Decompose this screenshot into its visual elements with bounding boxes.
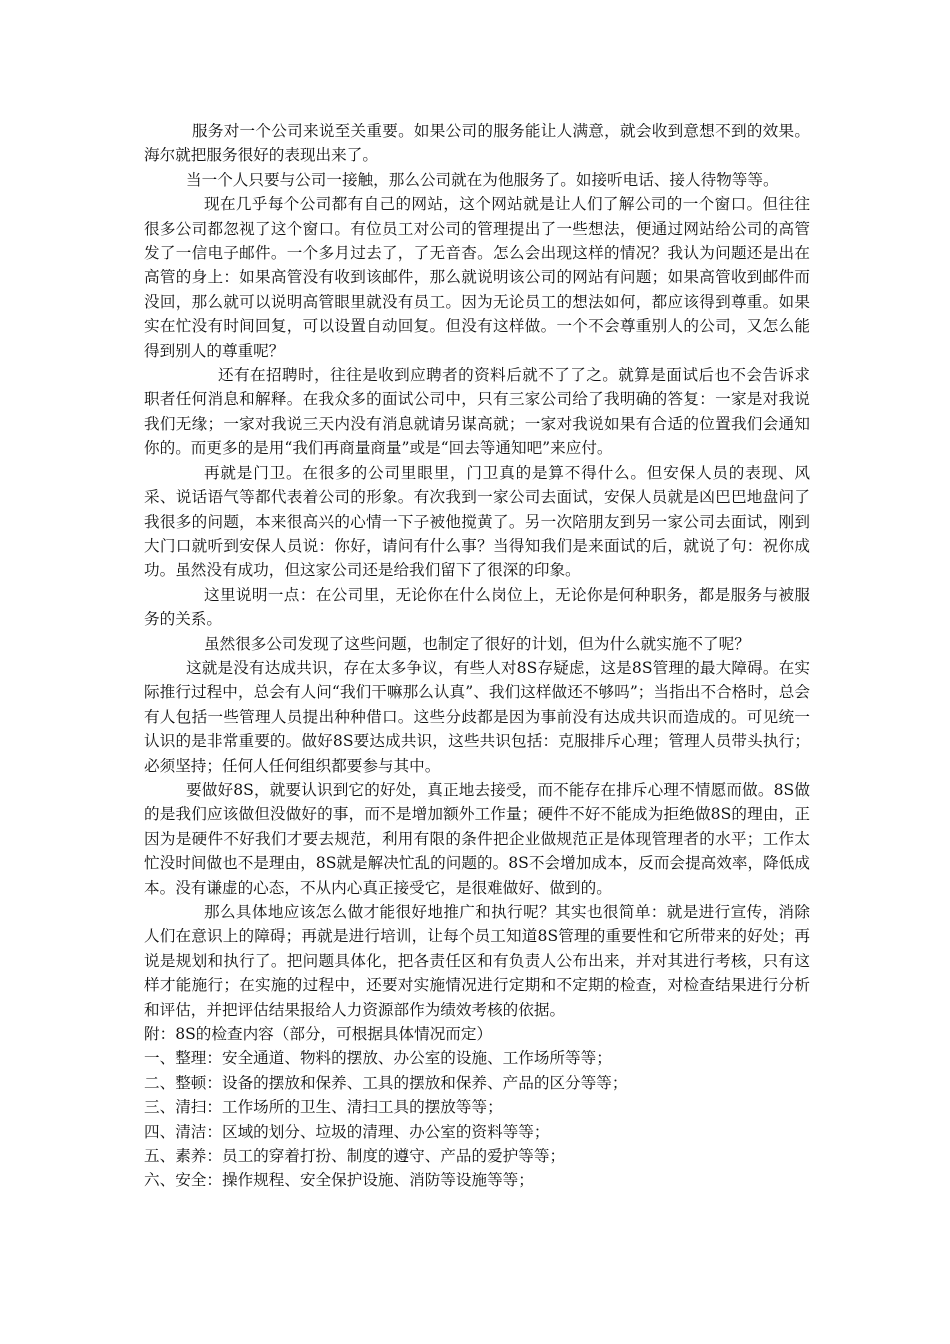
paragraph-service-importance: 服务对一个公司来说至关重要。如果公司的服务能让人满意，就会收到意想不到的效果。海尔就把服务很好的表现出来了。 (144, 122, 810, 165)
appendix-item-safety: 六、安全：操作规程、安全保护设施、消防等设施等等； (144, 1171, 534, 1190)
paragraph-service-relation: 这里说明一点：在公司里，无论你在什么岗位上，无论你是何种职务，都是服务与被服务的关系。 (144, 585, 810, 629)
paragraph-guard: 再就是门卫。在很多的公司里眼里，门卫真的是算不得什么。但安保人员的表现、风采、说话语气等都代表着公司的形象。有次我到一家公司去面试，安保人员就是凶巴巴地盘问了我很多的问题，本来很高兴的心情一下子被他搅黄了。另一次陪朋友到另一家公司去面试，刚到大门口就听到安保人员说：你好，请问有什么事？当得知我们是来面试的后，就说了句：祝你成功。虽然没有成功，但这家公司还是给我们留下了很深的印象。 (144, 463, 810, 580)
paragraph-question: 虽然很多公司发现了这些问题，也制定了很好的计划，但为什么就实施不了呢？ (204, 634, 750, 653)
paragraph-website: 现在几乎每个公司都有自己的网站，这个网站就是让人们了解公司的一个窗口。但往往很多公司都忽视了这个窗口。有位员工对公司的管理提出了一些想法，便通过网站给公司的高管发了一信电子邮件。一个多月过去了，了无音杳。怎么会出现这样的情况？我认为问题还是出在高管的身上：如果高管没有收到该邮件，那么就说明该公司的网站有问题；如果高管收到邮件而没回，那么就可以说明高管眼里就没有员工。因为无论员工的想法如何，都应该得到尊重。如果实在忙没有时间回复，可以设置自动回复。但没有这样做。一个不会尊重别人的公司，又怎么能得到别人的尊重呢？ (144, 195, 810, 360)
document-body (144, 119, 810, 1193)
appendix-title: 附：8S的检查内容（部分，可根据具体情况而定） (144, 1025, 493, 1044)
appendix-item-sort: 一、整理：安全通道、物料的摆放、办公室的设施、工作场所等等； (144, 1049, 612, 1068)
appendix-item-set-in-order: 二、整顿：设备的摆放和保养、工具的摆放和保养、产品的区分等等； (144, 1073, 628, 1092)
appendix-item-sustain: 五、素养：员工的穿着打扮、制度的遵守、产品的爱护等等； (144, 1147, 566, 1166)
appendix-item-shine: 三、清扫：工作场所的卫生、清扫工具的摆放等等； (144, 1098, 503, 1117)
paragraph-promotion: 那么具体地应该怎么做才能很好地推广和执行呢？其实也很简单：就是进行宣传，消除人们在意识上的障碍；再就是进行培训，让每个员工知道8S管理的重要性和它所带来的好处；再说是规划和执行了。把问题具体化，把各责任区和有负责人公布出来，并对其进行考核，只有这样才能施行；在实施的过程中，还要对实施情况进行定期和不定期的检查，对检查结果进行分析和评估，并把评估结果报给人力资源部作为绩效考核的依据。 (144, 903, 810, 1019)
paragraph-recruiting: 还有在招聘时，往往是收到应聘者的资料后就不了了之。就算是面试后也不会告诉求职者任何消息和解释。在我众多的面试公司中，只有三家公司给了我明确的答复：一家是对我说我们无缘；一家对我说三天内没有消息就请另谋高就；一家对我说如果有合适的位置我们会通知你的。而更多的是用“我们再商量商量”或是“回去等通知吧”来应付。 (144, 366, 810, 458)
appendix-item-standardize: 四、清洁：区域的划分、垃圾的清理、办公室的资料等等； (144, 1122, 550, 1141)
paragraph-consensus: 这就是没有达成共识，存在太多争议，有些人对8S存疑虑，这是8S管理的最大障碍。在实际推行过程中，总会有人问“我们干嘛那么认真”、我们这样做还不够吗”；当指出不合格时，总会有人包括一些管理人员提出种种借口。这些分歧都是因为事前没有达成共识而造成的。可见统一认识的是非常重要的。做好8S要达成共识，这些共识包括：克服排斥心理；管理人员带头执行；必须坚持；任何人任何组织都要参与其中。 (144, 658, 810, 775)
paragraph-contact: 当一个人只要与公司一接触，那么公司就在为他服务了。如接听电话、接人待物等等。 (186, 170, 779, 189)
paragraph-8s-benefits: 要做好8S，就要认识到它的好处，真正地去接受，而不能存在排斥心理不情愿而做。8S做的是我们应该做但没做好的事，而不是增加额外工作量；硬件不好不能成为拒绝做8S的理由，正因为是硬件不好我们才要去规范，利用有限的条件把企业做规范正是体现管理者的水平；工作太忙没时间做也不是理由，8S就是解决忙乱的问题的。8S不会增加成本，反而会提高效率，降低成本。没有谦虚的心态，不从内心真正接受它，是很难做好、做到的。 (144, 780, 810, 897)
